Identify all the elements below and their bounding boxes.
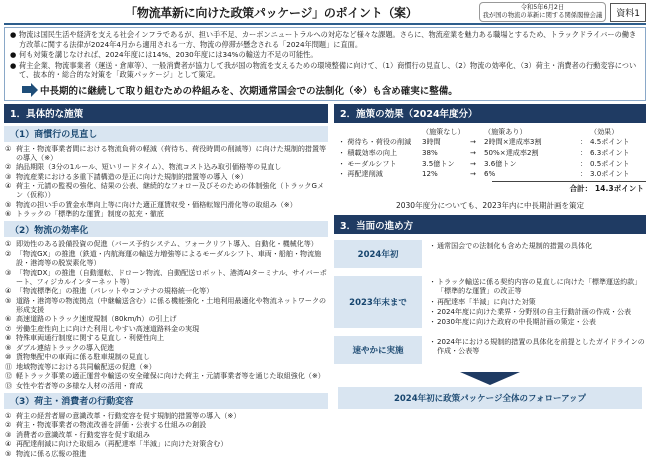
roadmap-item-text: 通常国会での法制化も含めた規制的措置の具体化	[437, 241, 593, 251]
effects-before: 3.5億トン	[422, 158, 455, 168]
policy-item-number: ④	[5, 439, 12, 449]
policy-item-text: 物流に係る広報の推進	[16, 448, 87, 458]
colon-glyph: ：	[580, 137, 588, 147]
col-header-effect: （効果）	[590, 126, 619, 136]
roadmap-phases	[334, 240, 646, 363]
effects-total-value: 14.3ポイント	[594, 184, 644, 194]
policy-item-text: 納品期限（3分の1ルール、短いリードタイム）、物流コスト込み取引価格等の見直し	[16, 162, 282, 172]
effects-total	[492, 181, 646, 194]
policy-item-number: ④	[5, 286, 12, 296]
policy-item-number: ②	[5, 162, 12, 172]
policy-item	[5, 181, 328, 199]
col-header-no-measure: （施策なし）	[422, 126, 465, 136]
effects-table	[338, 127, 646, 194]
right-column	[334, 104, 646, 458]
policy-item	[5, 420, 328, 429]
policy-item-text: 女性や若者等の多様な人材の活用・育成	[16, 380, 143, 390]
roadmap-item-text: トラック輸送に係る契約内容の見直しに向けた「標準運送約款」「標準的な運賃」の改正等	[437, 277, 642, 296]
roadmap-period: 2024年初	[334, 240, 422, 268]
bullet-marker: ・	[429, 336, 437, 346]
page-title: 「物流革新に向けた政策パッケージ」のポイント（案）	[125, 5, 418, 20]
policy-item-text: トラックの「標準的な運賃」制度の拡充・徹底	[16, 209, 164, 219]
policy-item-text: 軽トラック事業の適正運営や輸送の安全確保に向けた荷主・元請事業者等を通じた取組強化（※）	[16, 371, 325, 381]
policy-item	[5, 371, 328, 380]
roadmap-phase	[334, 240, 646, 268]
meeting-date: 令和5年6月2日	[520, 4, 565, 11]
policy-item	[5, 249, 328, 267]
policy-item-text: 貨物集配中の車両に係る駐車規制の見直し	[16, 352, 150, 362]
intro-bullet-text: 物流は国民生活や経済を支える社会インフラであるが、担い手不足、カーボンニュートラルへの対応など様々な課題。さらに、物流産業を魅力ある職場とするため、トラックドライバーの働き方改革に関する法律が2024年4月から適用される一方、物流の停滞が懸念される「2024年問題」に直面。	[19, 30, 637, 49]
roadmap-item	[429, 277, 646, 296]
policy-item	[5, 172, 328, 181]
policy-item-text: 高速道路のトラック速度規制（80km/h）の引上げ	[16, 314, 177, 324]
effects-after: 3.6億トン	[484, 158, 517, 168]
policy-item-number: ⑬	[5, 380, 13, 390]
policy-item-text: 荷主・物流事業者間における物流負荷の軽減（荷待ち、荷役時間の削減等）に向けた規制的措置等の導入（※）	[16, 143, 327, 162]
effects-row	[338, 159, 646, 170]
arrow-glyph: →	[470, 148, 476, 158]
roadmap-items	[429, 240, 646, 268]
effects-before: 38%	[422, 148, 438, 158]
policy-item-text: 物流産業における多重下請構造の是正に向けた規制的措置等の導入（※）	[16, 171, 248, 181]
policy-item-number: ⑫	[5, 371, 13, 381]
policy-item	[5, 286, 328, 295]
policy-item-text: 荷主・物流事業者の物流改善を評価・公表する仕組みの創設	[16, 420, 207, 430]
bullet-marker: ●	[10, 60, 17, 70]
bullet-marker: ●	[10, 50, 17, 60]
bullet-marker: ・	[429, 277, 437, 287]
policy-item-text: 消費者の意識改革・行動変容を促す取組み	[16, 429, 150, 439]
policy-item	[5, 343, 328, 352]
policy-item-number: ②	[5, 248, 12, 258]
policy-item-number: ①	[5, 239, 12, 249]
col-header-with-measure: （施策あり）	[484, 126, 527, 136]
policy-item	[5, 333, 328, 342]
roadmap-item	[429, 317, 646, 326]
policy-item-text: 荷主・元請の監視の強化、結果の公表、継続的なフォロー及びそのための体制強化（トラックGメン（仮称））	[16, 181, 324, 200]
left-column	[4, 104, 328, 458]
policy-item-number: ⑪	[5, 361, 13, 371]
policy-item-number: ⑩	[5, 352, 12, 362]
effects-row-label: ・ 再配達削減	[338, 169, 383, 179]
intro-bullets	[10, 30, 640, 80]
subsection-items	[4, 411, 328, 458]
subsection-items	[4, 239, 328, 389]
roadmap-items	[429, 336, 646, 364]
policy-item-text: 「物流DX」の推進（自動運転、ドローン物流、自動配送ロボット、港湾AIターミナル、サイバーポート、フィジカルインターネット等）	[16, 267, 327, 286]
effects-row	[338, 169, 646, 180]
policy-item-text: 荷主の経営者層の意識改革・行動変容を促す規制的措置等の導入（※）	[16, 410, 241, 420]
policy-item-number: ②	[5, 420, 12, 430]
effects-value: 0.5ポイント	[590, 158, 630, 168]
policy-item-text: 「物流GX」の推進（鉄道・内航海運の輸送力増強等によるモーダルシフト、車両・船舶・物流施設・港湾等の脱炭素化等）	[16, 248, 322, 267]
roadmap-item	[429, 297, 646, 306]
effects-row-label: ・ モーダルシフト	[338, 158, 397, 168]
policy-item-number: ⑧	[5, 333, 12, 343]
policy-item-text: 即効性のある設備投資の促進（バース予約システム、フォークリフト導入、自動化・機械化等）	[16, 239, 318, 249]
policy-item	[5, 439, 328, 448]
effects-value: 4.5ポイント	[590, 137, 630, 147]
arrow-glyph: →	[470, 158, 476, 168]
section-3-title: 3．当面の進め方	[334, 215, 646, 234]
intro-bullet	[10, 61, 640, 80]
policy-item	[5, 209, 328, 218]
policy-item	[5, 411, 328, 420]
policy-item-number: ①	[5, 143, 12, 153]
bullet-marker: ・	[429, 296, 437, 306]
policy-item	[5, 296, 328, 314]
content-columns	[4, 104, 646, 458]
policy-item-number: ⑤	[5, 448, 12, 458]
policy-item	[5, 268, 328, 286]
intro-bullet-text: 荷主企業、物流事業者（運送・倉庫等）、一般消費者が協力して我が国の物流を支えるための環境整備に向けて、（1）商慣行の見直し、（2）物流の効率化、（3）荷主・消費者の行動変容について、抜本的・総合的な対策を「政策パッケージ」として策定。	[19, 60, 637, 80]
effects-after: 50%×達成率2割	[484, 148, 539, 158]
policy-item	[5, 144, 328, 162]
roadmap-item-text: 2024年度に向けた業界・分野別の自主行動計画の作成・公表	[437, 306, 632, 316]
effects-before: 3時間	[422, 137, 441, 147]
policy-item	[5, 430, 328, 439]
roadmap-phase	[334, 276, 646, 327]
effects-value: 3.0ポイント	[590, 169, 630, 179]
bullet-marker: ●	[10, 30, 17, 40]
policy-item	[5, 314, 328, 323]
effects-row-label: ・ 積載効率の向上	[338, 148, 398, 158]
policy-item	[5, 449, 328, 458]
subsection-title: （3）荷主・消費者の行動変容	[4, 393, 328, 409]
policy-item-text: 特殊車両通行制度に関する見直し・利便性向上	[16, 333, 164, 343]
policy-item-text: 労働生産性向上に向けた利用しやすい高速道路料金の実現	[16, 323, 200, 333]
policy-item-text: 物流の担い手の賃金水準向上等に向けた適正運賃収受・価格転嫁円滑化等の取組み（※）	[16, 199, 297, 209]
colon-glyph: ：	[580, 148, 588, 158]
policy-item-text: 「物流標準化」の推進（パレットやコンテナの規格統一化等）	[16, 286, 214, 296]
effects-row-label: ・ 荷待ち・荷役の削減	[338, 137, 412, 147]
intro-conclusion	[22, 83, 640, 97]
policy-item-number: ③	[5, 171, 12, 181]
roadmap-period: 2023年末まで	[334, 276, 422, 327]
effects-before: 12%	[422, 169, 438, 179]
intro-bullet	[10, 30, 640, 49]
policy-item-text: 再配達削減に向けた取組み（再配達率「半減」に向けた対策含む）	[16, 439, 228, 449]
followup-bar: 2024年初に政策パッケージ全体のフォローアップ	[338, 387, 642, 409]
policy-item	[5, 362, 328, 371]
effects-total-label: 合計：	[569, 184, 593, 194]
roadmap-item	[429, 241, 646, 250]
arrow-glyph: →	[470, 137, 476, 147]
section-2-title: 2．施策の効果（2024年度分）	[334, 104, 646, 123]
effects-after: 2時間×達成率3割	[484, 137, 542, 147]
roadmap-item	[429, 337, 646, 356]
header	[4, 2, 646, 25]
effects-rows	[338, 137, 646, 180]
effects-row	[338, 137, 646, 148]
left-subsections	[4, 126, 328, 458]
effects-value: 6.3ポイント	[590, 148, 630, 158]
policy-item	[5, 324, 328, 333]
intro-bullet-text: 何も対策を講じなければ、2024年度には14%、2030年度には34%の輸送力不足の可能性。	[19, 50, 318, 60]
down-arrow-icon	[460, 372, 520, 385]
bullet-marker: ・	[429, 317, 437, 327]
policy-item-number: ③	[5, 267, 12, 277]
meeting-meta	[479, 2, 607, 22]
policy-item	[5, 200, 328, 209]
bullet-marker: ・	[429, 241, 437, 251]
arrow-glyph: →	[470, 169, 476, 179]
subsection-title: （2）物流の効率化	[4, 221, 328, 237]
subsection-title: （1）商慣行の見直し	[4, 126, 328, 142]
roadmap-items	[429, 276, 646, 327]
section-1-title: 1．具体的な施策	[4, 104, 328, 123]
meeting-name: 我が国の物流の革新に関する関係閣僚会議	[482, 12, 603, 20]
midterm-plan-note: 2030年度分についても、2023年内に中長期計画を策定	[395, 201, 585, 211]
roadmap-item-text: 2024年における規制的措置の具体化を前提としたガイドラインの作成・公表等	[437, 336, 645, 355]
policy-item	[5, 162, 328, 171]
intro-conclusion-text: 中長期的に継続して取り組むための枠組みを、次期通常国会での法制化（※）も含め確実に整備。	[40, 85, 458, 97]
policy-item-number: ⑤	[5, 199, 12, 209]
policy-item-number: ⑤	[5, 295, 12, 305]
policy-item-number: ⑥	[5, 314, 12, 324]
policy-item-number: ④	[5, 181, 12, 191]
effects-after: 6%	[484, 169, 496, 179]
bullet-marker: ・	[429, 306, 437, 316]
policy-item-text: ダブル連結トラックの導入促進	[16, 342, 115, 352]
right-arrow-icon	[22, 86, 31, 93]
policy-item	[5, 239, 328, 248]
policy-item-number: ⑥	[5, 209, 12, 219]
roadmap-item-text: 2030年度に向けた政府の中長期計画の策定・公表	[437, 317, 596, 327]
document-number-badge: 資料1	[610, 3, 646, 22]
policy-item-number: ①	[5, 410, 12, 420]
policy-item	[5, 352, 328, 361]
intro-bullet	[10, 50, 640, 60]
roadmap-item	[429, 307, 646, 316]
policy-item	[5, 381, 328, 390]
intro-summary-box	[4, 27, 646, 101]
policy-item-text: 地域物流等における共同輸配送の促進（※）	[16, 361, 156, 371]
roadmap-period: 速やかに実施	[334, 336, 422, 364]
colon-glyph: ：	[580, 158, 588, 168]
roadmap-phase	[334, 336, 646, 364]
effects-row	[338, 148, 646, 159]
policy-item-text: 道路・港湾等の物流拠点（中継輸送含む）に係る機能強化・土地利用最適化や物流ネットワークの形成支援	[16, 295, 327, 314]
policy-item-number: ⑨	[5, 342, 12, 352]
policy-item-number: ⑦	[5, 323, 12, 333]
subsection-items	[4, 144, 328, 219]
policy-item-number: ③	[5, 429, 12, 439]
roadmap-item-text: 再配達率「半減」に向けた対策	[437, 296, 536, 306]
colon-glyph: ：	[580, 169, 588, 179]
effects-table-header	[338, 127, 646, 138]
